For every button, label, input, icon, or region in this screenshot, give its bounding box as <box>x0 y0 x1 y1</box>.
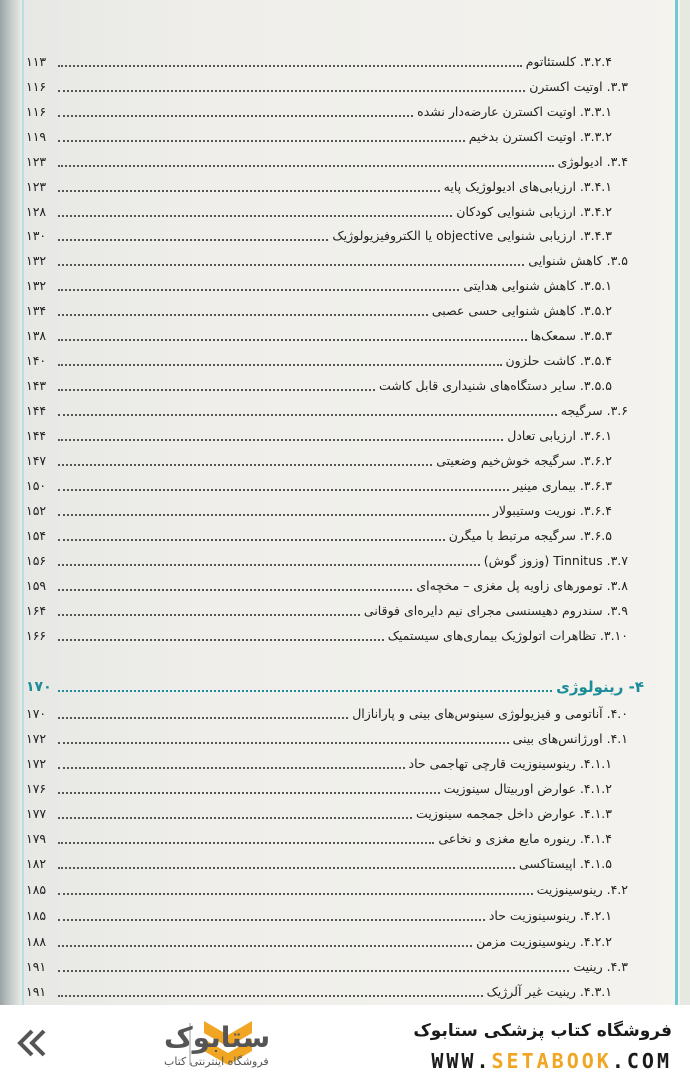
toc-page-number: ۱۳۰ <box>26 228 47 243</box>
toc-entry-title: ۴.۲. رینوسینوزیت <box>536 882 628 897</box>
toc-entry-title: ۳.۵.۳. سمعک‌ها <box>530 328 612 343</box>
toc-entry-title: ۳.۶.۴. نوریت وستیبولار <box>492 503 612 518</box>
toc-entry <box>26 700 652 722</box>
toc-entry <box>26 497 652 519</box>
toc-entry <box>26 148 652 170</box>
toc-page-number: ۱۵۹ <box>26 578 47 593</box>
toc-page-number: ۱۷۰ <box>26 679 52 695</box>
toc-entry <box>26 850 652 872</box>
toc-page-number: ۱۷۲ <box>26 756 47 771</box>
toc-page-number: ۱۴۰ <box>26 353 47 368</box>
toc-entry <box>26 123 652 145</box>
dot-leader <box>58 190 440 192</box>
toc-entry-title: ۳.۴.۳. ارزیابی شنوایی objective یا الکتروفیزیولوژیک <box>332 228 612 243</box>
toc-entry <box>26 422 652 444</box>
toc-entry <box>26 372 652 394</box>
dot-leader <box>58 564 480 566</box>
toc-page-number: ۱۸۲ <box>26 856 47 871</box>
toc-page-number: ۱۳۴ <box>26 303 47 318</box>
toc-entry-title: ۳.۸. تومورهای زاویه پل مغزی – مخچه‌ای <box>416 578 628 593</box>
dot-leader <box>58 842 434 844</box>
toc-entry <box>26 322 652 344</box>
toc-entry <box>26 198 652 220</box>
toc-entry <box>26 876 652 898</box>
dot-leader <box>58 690 552 692</box>
toc-page-number: ۱۴۳ <box>26 378 47 393</box>
dot-leader <box>58 364 502 366</box>
toc-page-number: ۱۵۶ <box>26 553 47 568</box>
toc-entry <box>26 222 652 244</box>
logo-text: ستابوک <box>164 1021 271 1054</box>
toc-page-number: ۱۵۰ <box>26 478 47 493</box>
toc-entry <box>26 622 652 644</box>
dot-leader <box>58 414 557 416</box>
toc-entry <box>26 48 652 70</box>
dot-leader <box>58 514 489 516</box>
toc-page-number: ۱۳۲ <box>26 253 47 268</box>
toc-entry-title: ۳.۶. سرگیجه <box>560 403 628 418</box>
dot-leader <box>58 314 428 316</box>
toc-entry-title: ۴.۳.۱. رینیت غیر آلرژیک <box>486 984 612 999</box>
dot-leader <box>58 970 569 972</box>
toc-entry <box>26 447 652 469</box>
toc-entry-title: ۳.۳.۲. اوتیت اکسترن بدخیم <box>468 129 612 144</box>
logo-subtext: فروشگاه اینترنتی کتاب <box>164 1055 269 1068</box>
toc-entry-title: ۴.۱.۴. رینوره مایع مغزی و نخاعی <box>438 831 612 846</box>
toc-entry <box>26 173 652 195</box>
toc-page-number: ۱۹۱ <box>26 959 47 974</box>
toc-page-number: ۱۲۸ <box>26 204 47 219</box>
toc-entry-title: ۳.۵.۵. سایر دستگاه‌های شنیداری قابل کاشت <box>379 378 612 393</box>
toc-entry-title: ۳.۵.۲. کاهش شنوایی حسی عصبی <box>431 303 612 318</box>
toc-entry <box>26 98 652 120</box>
store-url[interactable] <box>431 1049 672 1073</box>
url-brand: SETABOOK <box>491 1049 612 1073</box>
dot-leader <box>58 140 465 142</box>
toc-entry-title: ۳.۷. Tinnitus (وزوز گوش) <box>483 553 628 568</box>
dot-leader <box>58 165 554 167</box>
dot-leader <box>58 995 483 997</box>
toc-entry-title: ۴.۲.۲. رینوسینوزیت مزمن <box>476 934 612 949</box>
toc-entry <box>26 572 652 594</box>
toc-entry <box>26 547 652 569</box>
toc-page-number: ۱۱۹ <box>26 129 47 144</box>
toc-page-number: ۱۹۱ <box>26 984 47 999</box>
toc-entry <box>26 297 652 319</box>
toc-page-number: ۱۴۷ <box>26 453 47 468</box>
toc-entry-title: ۳.۳. اوتیت اکسترن <box>529 79 628 94</box>
url-suffix: .COM <box>611 1049 672 1073</box>
toc-page-number: ۱۶۶ <box>26 628 47 643</box>
dot-leader <box>58 339 527 341</box>
toc-page-number: ۱۷۲ <box>26 731 47 746</box>
toc-entry <box>26 775 652 797</box>
toc-page-number: ۱۸۸ <box>26 934 47 949</box>
toc-entry <box>26 750 652 772</box>
toc-page-number: ۱۸۵ <box>26 882 47 897</box>
dot-leader <box>58 439 503 441</box>
dot-leader <box>58 464 432 466</box>
dot-leader <box>58 945 472 947</box>
toc-entry-title: ۳.۱۰. تظاهرات اتولوژیک بیماری‌های سیستمیک <box>387 628 628 643</box>
toc-entry <box>26 73 652 95</box>
dot-leader <box>58 639 384 641</box>
toc-page-number: ۱۱۶ <box>26 104 47 119</box>
toc-entry <box>26 825 652 847</box>
dot-leader <box>58 65 522 67</box>
toc-entry-title: ۳.۶.۱. ارزیابی تعادل <box>507 428 612 443</box>
dot-leader <box>58 742 509 744</box>
store-footer <box>0 1005 690 1080</box>
toc-entry-title: ۳.۳.۱. اوتیت اکسترن عارضه‌دار نشده <box>417 104 612 119</box>
dot-leader <box>58 589 412 591</box>
toc-entry-title: ۴- رینولوژی <box>556 678 644 696</box>
toc-page-number: ۱۲۳ <box>26 154 47 169</box>
toc-entry-title: ۳.۶.۳. بیماری مینیر <box>512 478 612 493</box>
toc-entry-title: ۴.۱.۱. رینوسینوزیت قارچی تهاجمی حاد <box>408 756 612 771</box>
toc-entry <box>26 397 652 419</box>
dot-leader <box>58 893 533 895</box>
toc-entry-title: ۳.۵.۴. کاشت حلزون <box>505 353 612 368</box>
toc-page-number: ۱۵۲ <box>26 503 47 518</box>
toc-page-number: ۱۸۵ <box>26 908 47 923</box>
url-prefix: WWW. <box>431 1049 492 1073</box>
toc-page-number: ۱۷۹ <box>26 831 47 846</box>
dot-leader <box>58 792 440 794</box>
toc-entry <box>26 725 652 747</box>
dot-leader <box>58 539 445 541</box>
toc-entry-title: ۴.۳. رینیت <box>573 959 628 974</box>
toc-entry-title: ۳.۶.۲. سرگیجه خوش‌خیم وضعیتی <box>436 453 612 468</box>
dot-leader <box>58 817 412 819</box>
toc-entry-title: ۳.۴.۲. ارزیابی شنوایی کودکان <box>456 204 612 219</box>
store-title: فروشگاه کتاب پزشکی ستابوک <box>413 1021 672 1041</box>
dot-leader <box>58 289 459 291</box>
setabook-logo <box>14 1013 274 1073</box>
toc-entry <box>26 472 652 494</box>
logo-chevron-icon <box>20 1031 44 1055</box>
toc-page-number: ۱۱۳ <box>26 54 47 69</box>
dot-leader <box>58 239 328 241</box>
toc-entry-title: ۴.۱.۲. عوارض اوربیتال سینوزیت <box>443 781 612 796</box>
toc-entry-title: ۴.۰. آناتومی و فیزیولوژی سینوس‌های بینی و پارانازال <box>352 706 628 721</box>
toc-page-number: ۱۴۴ <box>26 403 47 418</box>
toc-page-number: ۱۳۲ <box>26 278 47 293</box>
toc-page-number: ۱۱۶ <box>26 79 47 94</box>
toc-entry-title: ۴.۱.۳. عوارض داخل جمجمه سینوزیت <box>416 806 612 821</box>
toc-entry-title: ۳.۵. کاهش شنوایی <box>528 253 628 268</box>
toc-page-number: ۱۷۶ <box>26 781 47 796</box>
toc-entry <box>26 800 652 822</box>
toc-entry-title: ۴.۱. اورژانس‌های بینی <box>512 731 628 746</box>
page-edge <box>680 0 690 1005</box>
toc-entry-title: ۳.۹. سندروم دهیسنسی مجرای نیم دایره‌ای فوقانی <box>363 603 628 618</box>
toc-page-number: ۱۲۳ <box>26 179 47 194</box>
dot-leader <box>58 115 413 117</box>
dot-leader <box>58 389 375 391</box>
toc-entry-title: ۴.۲.۱. رینوسینوزیت حاد <box>488 908 612 923</box>
toc-entry <box>26 902 652 924</box>
toc-entry <box>26 347 652 369</box>
toc-entry <box>26 522 652 544</box>
toc-entry <box>26 272 652 294</box>
toc-entry <box>26 978 652 1000</box>
toc-page-number: ۱۷۰ <box>26 706 47 721</box>
dot-leader <box>58 489 509 491</box>
dot-leader <box>58 215 452 217</box>
toc-chapter-heading <box>26 673 652 695</box>
toc-page-number: ۱۴۴ <box>26 428 47 443</box>
dot-leader <box>58 717 348 719</box>
dot-leader <box>58 90 525 92</box>
book-spine <box>0 0 20 1005</box>
toc-entry-title: ۳.۵.۱. کاهش شنوایی هدایتی <box>463 278 612 293</box>
toc-entry-title: ۳.۴.۱. ارزیابی‌های ادیولوژیک پایه <box>443 179 612 194</box>
toc-page-number: ۱۶۴ <box>26 603 47 618</box>
dot-leader <box>58 264 524 266</box>
toc-page-number: ۱۳۸ <box>26 328 47 343</box>
dot-leader <box>58 919 485 921</box>
toc-entry-title: ۳.۲.۴. کلستئاتوم <box>525 54 612 69</box>
toc-entry <box>26 247 652 269</box>
dot-leader <box>58 767 405 769</box>
dot-leader <box>58 614 360 616</box>
dot-leader <box>58 867 515 869</box>
toc-entry <box>26 597 652 619</box>
toc-entry <box>26 953 652 975</box>
toc-page-number: ۱۷۷ <box>26 806 47 821</box>
toc-entry-title: ۳.۶.۵. سرگیجه مرتبط با میگرن <box>448 528 612 543</box>
toc-entry-title: ۴.۱.۵. اپیستاکسی <box>518 856 612 871</box>
toc-entry <box>26 928 652 950</box>
toc-entry-title: ۳.۴. ادیولوژی <box>557 154 628 169</box>
toc-page-number: ۱۵۴ <box>26 528 47 543</box>
